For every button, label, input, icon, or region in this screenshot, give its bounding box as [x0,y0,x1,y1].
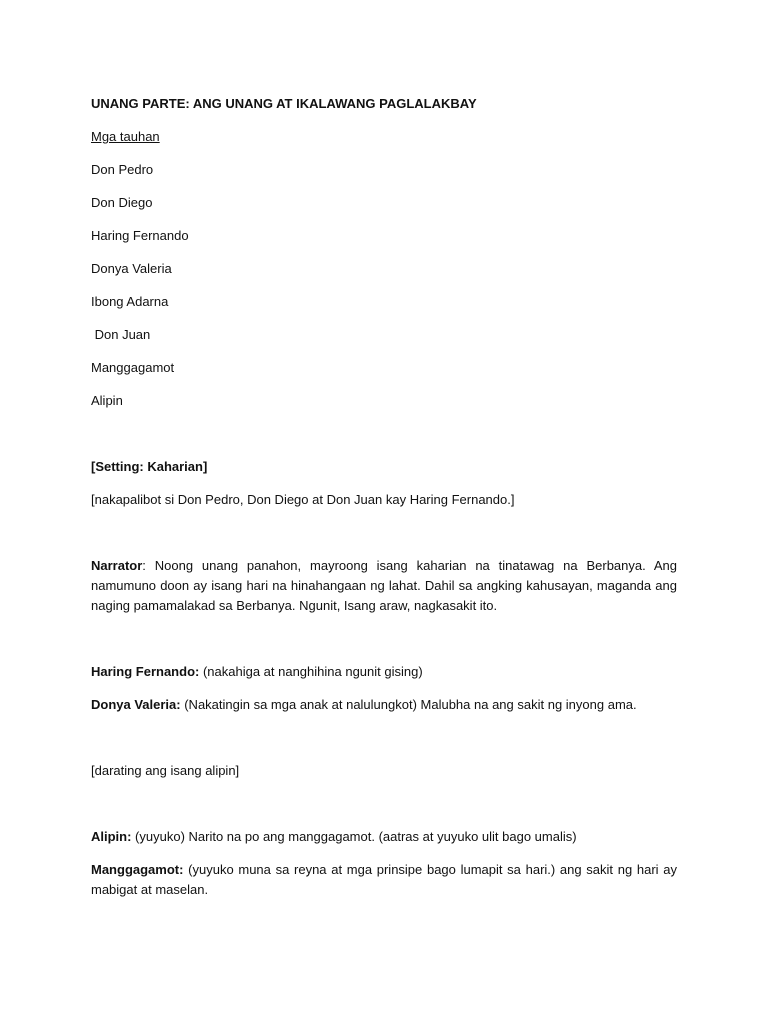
dialogue-text: (yuyuko muna sa reyna at mga prinsipe bago lumapit sa hari.) ang sakit ng hari ay mabigat at maselan. [91,862,681,897]
speaker-name: Donya Valeria: [91,697,181,712]
speaker-name: Haring Fernando: [91,664,200,679]
stage-direction: [darating ang isang alipin] [91,763,240,778]
stage-direction: [nakapalibot si Don Pedro, Don Diego at Don Juan kay Haring Fernando.] [91,492,515,507]
cast-item: Don Pedro [91,162,154,177]
dialogue-narrator [91,556,677,616]
dialogue-text: (nakahiga at nanghihina ngunit gising) [199,664,423,679]
dialogue-text: : Noong unang panahon, mayroong isang kaharian na tinatawag na Berbanya. Ang namumuno doon ay isang hari na hinahangaan ng lahat. Dahil sa angking kahusayan, maganda ang naging pamamalakad sa Berbanya. Ngunit, Isang araw, nagkasakit ito. [91,558,677,613]
speaker-name: Narrator [91,558,143,573]
speaker-name: Alipin: [91,829,132,844]
dialogue-text: (yuyuko) Narito na po ang manggagamot. (aatras at yuyuko ulit bago umalis) [131,829,577,844]
speaker-name: Manggagamot: [91,862,184,877]
dialogue-manggagamot [91,860,681,900]
cast-item: Donya Valeria [91,261,172,276]
cast-item: Don Juan [91,327,151,342]
dialogue-haring-fernando [91,662,677,682]
dialogue-text: (Nakatingin sa mga anak at nalulungkot) Malubha na ang sakit ng inyong ama. [180,697,637,712]
cast-item: Alipin [91,393,123,408]
cast-item: Manggagamot [91,360,175,375]
setting-heading: [Setting: Kaharian] [91,459,208,474]
cast-heading: Mga tauhan [91,129,160,144]
cast-item: Don Diego [91,195,153,210]
cast-item: Haring Fernando [91,228,189,243]
cast-item: Ibong Adarna [91,294,169,309]
document-title: UNANG PARTE: ANG UNANG AT IKALAWANG PAGLALAKBAY [91,96,477,111]
document-body [91,94,681,913]
dialogue-donya-valeria [91,695,677,715]
dialogue-alipin [91,827,677,847]
